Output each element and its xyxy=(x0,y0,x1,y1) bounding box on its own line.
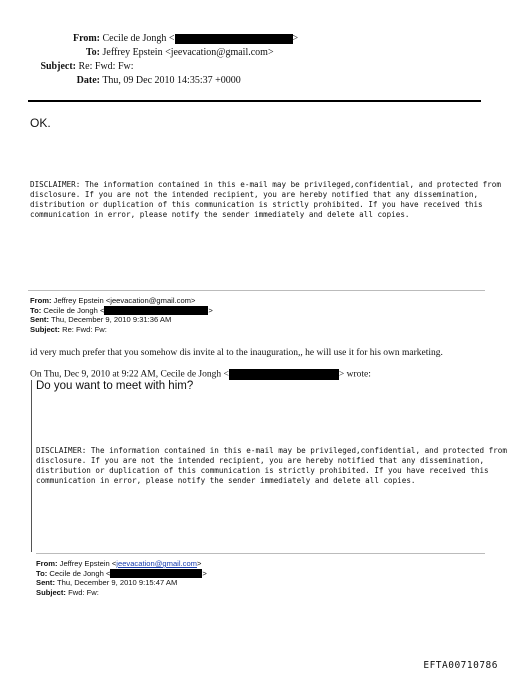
to-row xyxy=(30,306,213,316)
sent-label: Sent: xyxy=(30,315,49,324)
from-end: > xyxy=(292,33,299,44)
to-value: Cecile de Jongh < xyxy=(43,305,105,315)
subject-label: Subject: xyxy=(30,324,60,334)
separator-line xyxy=(36,553,485,554)
from-label: From: xyxy=(36,559,58,568)
subject-row xyxy=(36,588,207,598)
redaction-bar xyxy=(110,569,202,578)
redaction-bar xyxy=(175,34,293,44)
header-divider xyxy=(28,100,481,102)
date-label: Date: xyxy=(76,75,100,86)
sent-row xyxy=(30,315,213,325)
to-value: Jeffrey Epstein <jeevacation@gmail.com> xyxy=(102,47,274,58)
email-body-2: id very much prefer that you somehow dis invite al to the inauguration,, he will use it for his own marketing. xyxy=(30,348,443,358)
from-name: Jeffrey Epstein < xyxy=(59,559,117,568)
separator-line xyxy=(28,290,485,291)
sent-label: Sent: xyxy=(36,578,55,587)
to-row xyxy=(36,569,207,579)
redaction-bar xyxy=(229,369,339,380)
disclaimer-2: DISCLAIMER: The information contained in this e-mail may be privileged,confidential, and protected from disclosure. If you are not the intended recipient, you are hereby notified that any dissemination, distribution or duplication of this communication is strictly prohibited. If you have received this communication in error, please notify the sender immediately and delete all copies. xyxy=(36,446,507,485)
quote-attribution xyxy=(30,369,371,380)
email-header-3 xyxy=(36,559,207,597)
subject-label: Subject: xyxy=(40,61,76,72)
subject-row xyxy=(30,325,213,335)
disclaimer-1: DISCLAIMER: The information contained in this e-mail may be privileged,confidential, and protected from disclosure. If you are not the intended recipient, you are hereby notified that any dissemination, distribution or duplication of this communication is strictly prohibited. If you have received this communication in error, please notify the sender immediately and delete all copies. xyxy=(30,180,501,219)
from-row xyxy=(36,559,207,569)
date-value: Thu, 09 Dec 2010 14:35:37 +0000 xyxy=(102,75,241,86)
quoted-text: Do you want to meet with him? xyxy=(36,380,194,392)
from-label: From: xyxy=(30,296,52,305)
email-header-2 xyxy=(30,296,213,334)
email-body-1: OK. xyxy=(30,116,51,130)
quote-prefix: On Thu, Dec 9, 2010 at 9:22 AM, Cecile de Jongh < xyxy=(30,369,229,380)
from-value: Jeffrey Epstein <jeevacation@gmail.com> xyxy=(53,296,196,305)
to-row xyxy=(30,46,330,60)
subject-value: Re: Fwd: Fw: xyxy=(62,324,107,334)
to-label: To: xyxy=(85,47,100,58)
sent-value: Thu, December 9, 2010 9:15:47 AM xyxy=(56,578,178,587)
email-link[interactable]: jeevacation@gmail.com xyxy=(116,559,198,568)
from-value: Cecile de Jongh < xyxy=(102,33,175,44)
to-label: To: xyxy=(36,568,48,578)
to-end: > xyxy=(202,568,207,578)
redaction-bar xyxy=(104,306,208,315)
subject-value: Fwd: Fw: xyxy=(68,587,99,597)
from-row xyxy=(30,296,213,306)
document-id: EFTA00710786 xyxy=(423,660,498,671)
to-label: To: xyxy=(30,305,42,315)
subject-value: Re: Fwd: Fw: xyxy=(78,61,134,72)
sent-row xyxy=(36,578,207,588)
subject-row xyxy=(30,60,330,74)
quote-suffix: > wrote: xyxy=(338,369,371,380)
subject-label: Subject: xyxy=(36,587,66,597)
to-value: Cecile de Jongh < xyxy=(49,568,111,578)
quote-bar xyxy=(31,380,32,552)
from-row xyxy=(30,32,330,46)
from-label: From: xyxy=(72,33,100,44)
from-end: > xyxy=(197,559,202,568)
email-header-1 xyxy=(30,32,330,88)
date-row xyxy=(30,74,330,88)
to-end: > xyxy=(208,305,213,315)
sent-value: Thu, December 9, 2010 9:31:36 AM xyxy=(50,315,172,324)
